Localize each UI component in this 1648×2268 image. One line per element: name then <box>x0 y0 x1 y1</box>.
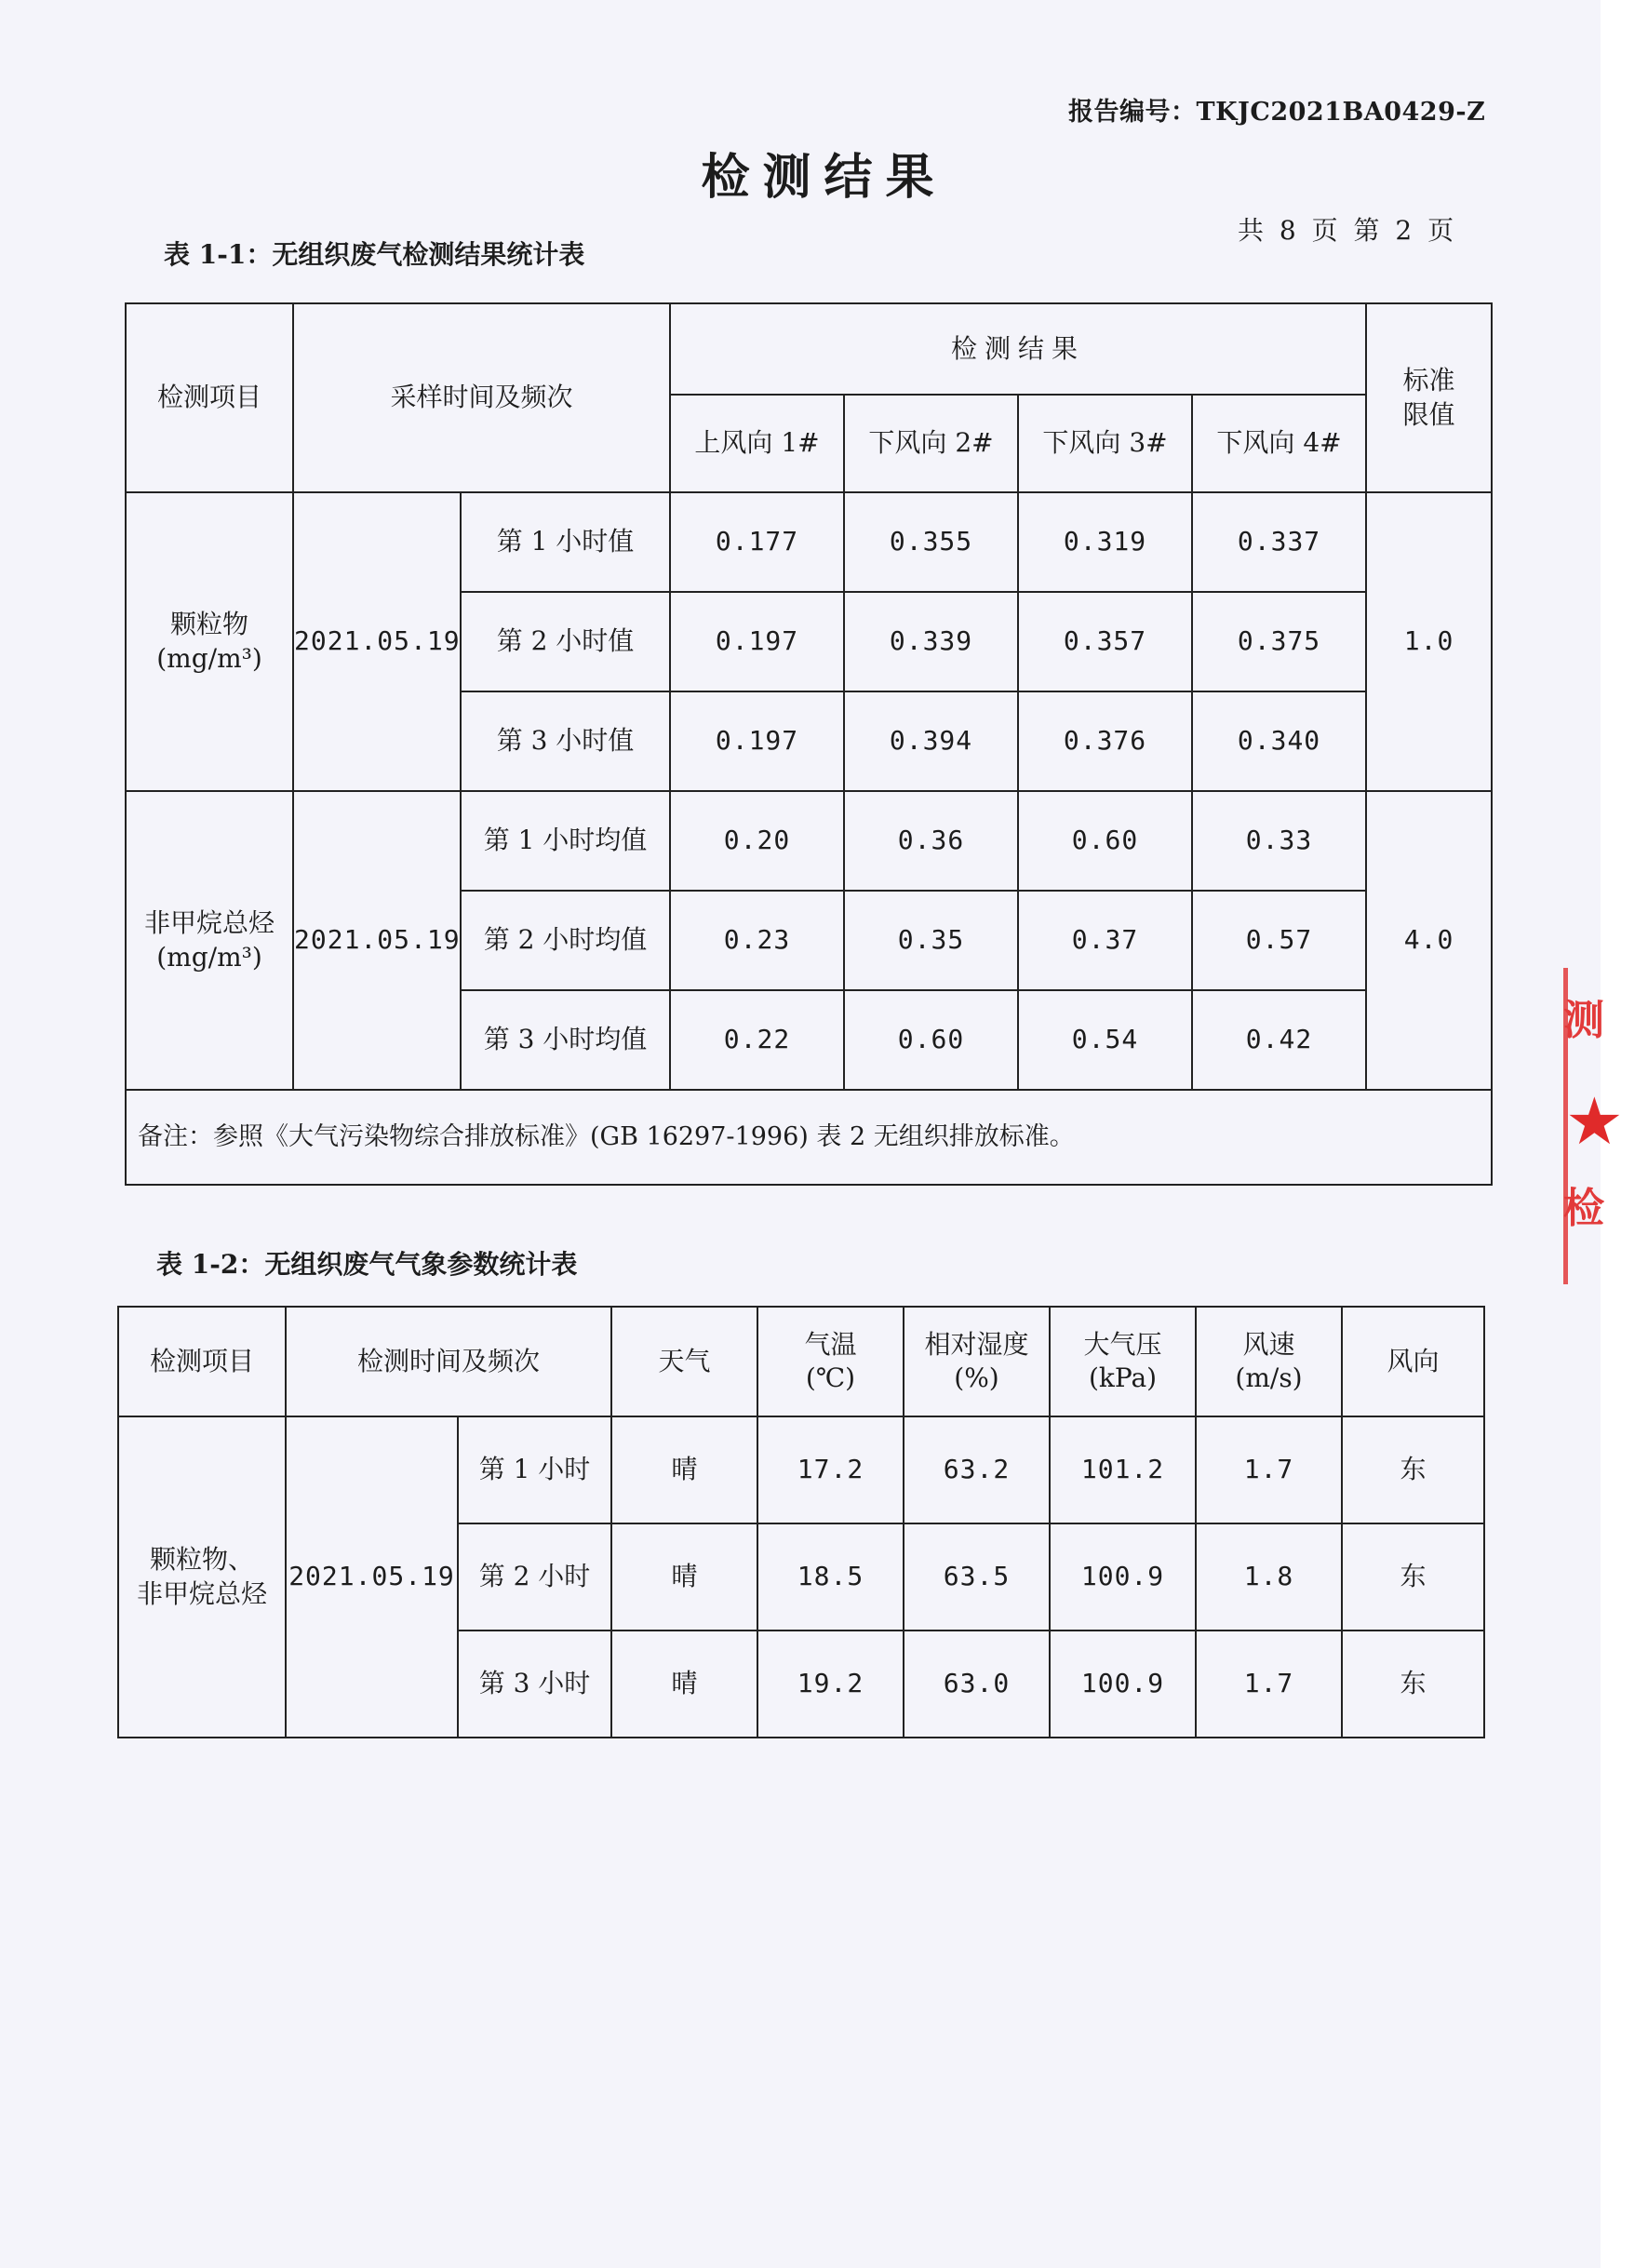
row-label: 第 3 小时 <box>458 1631 611 1738</box>
table-row <box>118 1416 1484 1523</box>
value-cell: 0.375 <box>1192 592 1366 691</box>
row-label: 第 1 小时值 <box>461 492 670 592</box>
value-cell: 0.22 <box>670 990 844 1090</box>
item-line-2: 非甲烷总烃 <box>136 1577 267 1609</box>
value-cell: 0.42 <box>1192 990 1366 1090</box>
humidity-cell: 63.2 <box>904 1416 1050 1523</box>
row-label: 第 1 小时 <box>458 1416 611 1523</box>
header-point-3: 下风向 3# <box>1018 395 1192 492</box>
row-label: 第 1 小时均值 <box>461 791 670 891</box>
humidity-cell: 63.5 <box>904 1523 1050 1631</box>
temp-cell: 17.2 <box>757 1416 904 1523</box>
report-number: 报告编号：TKJC2021BA0429-Z <box>1068 98 1486 127</box>
pressure-cell: 101.2 <box>1050 1416 1196 1523</box>
value-cell: 0.339 <box>844 592 1018 691</box>
row-label: 第 2 小时均值 <box>461 891 670 990</box>
temp-cell: 18.5 <box>757 1523 904 1631</box>
row-label: 第 2 小时 <box>458 1523 611 1631</box>
weather-cell: 晴 <box>611 1523 757 1631</box>
header-temp <box>757 1307 904 1416</box>
pressure-cell: 100.9 <box>1050 1523 1196 1631</box>
header-humidity-unit: (%) <box>954 1362 999 1393</box>
table1-caption: 表 1-1：无组织废气检测结果统计表 <box>164 239 585 270</box>
header-weather: 天气 <box>611 1307 757 1416</box>
header-wind-speed <box>1196 1307 1342 1416</box>
value-cell: 0.177 <box>670 492 844 592</box>
row-label: 第 3 小时值 <box>461 691 670 791</box>
value-cell: 0.394 <box>844 691 1018 791</box>
header-point-1: 上风向 1# <box>670 395 844 492</box>
wind-dir-cell: 东 <box>1342 1631 1484 1738</box>
header-point-2: 下风向 2# <box>844 395 1018 492</box>
wind-dir-cell: 东 <box>1342 1416 1484 1523</box>
value-cell: 0.35 <box>844 891 1018 990</box>
page-title: 检测结果 <box>701 150 947 206</box>
item-unit: (mg/m³) <box>156 642 262 674</box>
header-wind-speed-label: 风速 <box>1242 1328 1295 1360</box>
header-item: 检测项目 <box>118 1307 286 1416</box>
value-cell: 0.337 <box>1192 492 1366 592</box>
emission-results-table <box>125 302 1493 1186</box>
header-temp-label: 气温 <box>804 1328 857 1360</box>
value-cell: 0.36 <box>844 791 1018 891</box>
value-cell: 0.20 <box>670 791 844 891</box>
header-wind-dir: 风向 <box>1342 1307 1484 1416</box>
value-cell: 0.355 <box>844 492 1018 592</box>
header-time: 采样时间及频次 <box>293 303 670 492</box>
header-humidity <box>904 1307 1050 1416</box>
header-limit: 标准限值 <box>1366 303 1492 492</box>
weather-cell: 晴 <box>611 1416 757 1523</box>
sample-date: 2021.05.19 <box>293 791 461 1090</box>
item-line-1: 颗粒物、 <box>149 1544 254 1576</box>
seal-star-icon: ★ <box>1565 1083 1624 1160</box>
value-cell: 0.37 <box>1018 891 1192 990</box>
header-time: 检测时间及频次 <box>286 1307 611 1416</box>
value-cell: 0.57 <box>1192 891 1366 990</box>
wind-speed-cell: 1.7 <box>1196 1631 1342 1738</box>
table-row <box>126 492 1492 592</box>
weather-params-table <box>117 1306 1485 1738</box>
limit-value: 4.0 <box>1366 791 1492 1090</box>
value-cell: 0.340 <box>1192 691 1366 791</box>
header-point-4: 下风向 4# <box>1192 395 1366 492</box>
header-results: 检测结果 <box>670 303 1366 395</box>
value-cell: 0.197 <box>670 592 844 691</box>
table-row <box>126 791 1492 891</box>
pressure-cell: 100.9 <box>1050 1631 1196 1738</box>
table2-caption: 表 1-2：无组织废气气象参数统计表 <box>156 1249 578 1280</box>
item-name: 非甲烷总烃 <box>143 907 275 939</box>
row-label: 第 3 小时均值 <box>461 990 670 1090</box>
header-pressure-label: 大气压 <box>1083 1328 1162 1360</box>
sample-date: 2021.05.19 <box>293 492 461 791</box>
page-info: 共 8 页 第 2 页 <box>1238 215 1458 246</box>
item-name: 颗粒物 <box>169 609 248 640</box>
item-nmhc <box>126 791 293 1090</box>
limit-value: 1.0 <box>1366 492 1492 791</box>
item-particulate <box>126 492 293 791</box>
wind-dir-cell: 东 <box>1342 1523 1484 1631</box>
value-cell: 0.376 <box>1018 691 1192 791</box>
row-label: 第 2 小时值 <box>461 592 670 691</box>
seal-char-top: 测 <box>1563 997 1604 1044</box>
header-wind-speed-unit: (m/s) <box>1235 1362 1303 1393</box>
wind-speed-cell: 1.7 <box>1196 1416 1342 1523</box>
wind-speed-cell: 1.8 <box>1196 1523 1342 1631</box>
weather-item <box>118 1416 286 1738</box>
value-cell: 0.197 <box>670 691 844 791</box>
temp-cell: 19.2 <box>757 1631 904 1738</box>
humidity-cell: 63.0 <box>904 1631 1050 1738</box>
header-temp-unit: (℃) <box>805 1362 856 1393</box>
value-cell: 0.23 <box>670 891 844 990</box>
item-unit: (mg/m³) <box>156 941 262 973</box>
header-pressure <box>1050 1307 1196 1416</box>
value-cell: 0.54 <box>1018 990 1192 1090</box>
value-cell: 0.319 <box>1018 492 1192 592</box>
value-cell: 0.357 <box>1018 592 1192 691</box>
header-pressure-unit: (kPa) <box>1088 1362 1158 1393</box>
seal-char-bottom: 检 <box>1563 1185 1604 1232</box>
value-cell: 0.33 <box>1192 791 1366 891</box>
table1-note: 备注：参照《大气污染物综合排放标准》(GB 16297-1996) 表 2 无组织排放标准。 <box>126 1090 1492 1185</box>
weather-cell: 晴 <box>611 1631 757 1738</box>
header-humidity-label: 相对湿度 <box>924 1328 1029 1360</box>
value-cell: 0.60 <box>844 990 1018 1090</box>
sample-date: 2021.05.19 <box>286 1416 458 1738</box>
header-item: 检测项目 <box>126 303 293 492</box>
value-cell: 0.60 <box>1018 791 1192 891</box>
